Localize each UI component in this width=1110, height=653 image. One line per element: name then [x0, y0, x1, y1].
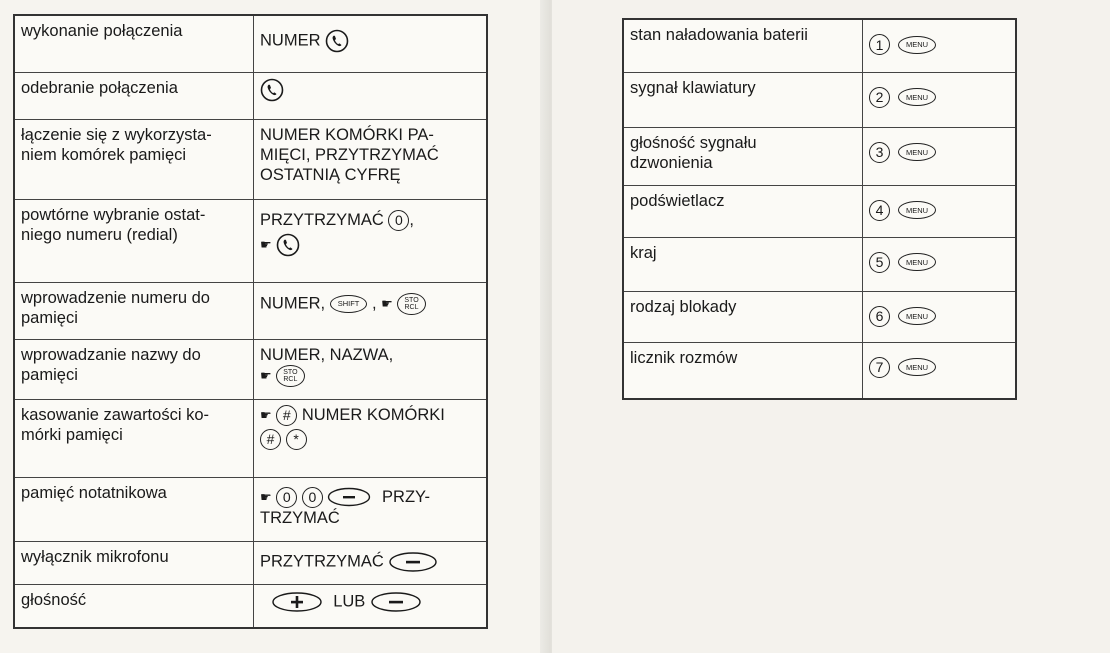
- row-value: [254, 15, 488, 72]
- menu-key-icon: MENU: [898, 36, 936, 54]
- table-row: [623, 72, 1016, 127]
- function-table: [13, 14, 488, 629]
- label-line: kasowanie zawartości ko-: [21, 405, 209, 424]
- value-text: NUMER,: [260, 293, 326, 312]
- row-label: [623, 19, 863, 72]
- label-text: stan naładowania baterii: [630, 26, 808, 44]
- row-value: NUMER, SHIFT , ☛ STO RCL: [254, 282, 488, 339]
- sto-label: STO: [283, 368, 298, 376]
- row-label: [14, 199, 254, 282]
- table-row: [14, 541, 487, 584]
- row-value: [863, 185, 1017, 237]
- row-value: [863, 127, 1017, 185]
- minus-key-icon: [370, 591, 422, 613]
- value-text: PRZYTRZYMAĆ: [260, 551, 384, 570]
- key-0-icon: 0: [276, 487, 297, 508]
- row-value: [863, 72, 1017, 127]
- row-value: [254, 119, 488, 199]
- value-line: TRZYMAĆ: [260, 508, 340, 527]
- table-row: [14, 339, 487, 399]
- table-row: [14, 282, 487, 339]
- label-line: pamięci: [21, 308, 78, 327]
- label-text: rodzaj blokady: [630, 297, 737, 316]
- menu-key-icon: MENU: [898, 88, 936, 106]
- menu-key-icon: MENU: [898, 358, 936, 376]
- number-1-icon: 1: [869, 34, 890, 55]
- menu-settings-table: [622, 18, 1017, 400]
- rcl-label: RCL: [404, 303, 419, 311]
- row-value: [863, 342, 1017, 399]
- row-value: PRZYTRZYMAĆ 0 , ☛: [254, 199, 488, 282]
- label-line: wprowadzanie nazwy do: [21, 345, 201, 364]
- row-label: [623, 291, 863, 342]
- pointing-hand-icon: ☛: [260, 236, 272, 252]
- row-label: [14, 399, 254, 477]
- label-line: pamięci: [21, 365, 78, 384]
- handset-icon: [325, 29, 349, 53]
- label-line: powtórne wybranie ostat-: [21, 205, 206, 224]
- value-line: NUMER KOMÓRKI PA-: [260, 125, 434, 144]
- row-label: [623, 185, 863, 237]
- label-line: wprowadzenie numeru do: [21, 288, 210, 307]
- value-line: OSTATNIĄ CYFRĘ: [260, 165, 401, 184]
- label-line: dzwonienia: [630, 153, 713, 172]
- row-value: [863, 237, 1017, 291]
- sto-label: STO: [404, 296, 419, 304]
- row-label: [14, 339, 254, 399]
- value-text: NUMER: [260, 31, 321, 50]
- number-7-icon: 7: [869, 357, 890, 378]
- label-text: pamięć notatnikowa: [21, 483, 167, 502]
- label-text: kraj: [630, 243, 657, 262]
- pointing-hand-icon: ☛: [260, 489, 272, 505]
- table-row: [623, 185, 1016, 237]
- label-text: wyłącznik mikrofonu: [21, 547, 169, 566]
- number-2-icon: 2: [869, 87, 890, 108]
- row-label: [623, 127, 863, 185]
- label-text: podświetlacz: [630, 191, 725, 210]
- table-row: [623, 342, 1016, 399]
- row-label: [14, 119, 254, 199]
- table-row: [14, 72, 487, 119]
- value-line: MIĘCI, PRZYTRZYMAĆ: [260, 145, 439, 164]
- sto-rcl-key-icon: [397, 293, 425, 315]
- minus-key-icon: [327, 487, 371, 507]
- key-0-icon: 0: [302, 487, 323, 508]
- hash-key-icon: #: [260, 429, 281, 450]
- value-text: PRZYTRZYMAĆ: [260, 210, 384, 229]
- table-row: [623, 19, 1016, 72]
- table-row: [14, 15, 487, 72]
- pointing-hand-icon: ☛: [260, 407, 272, 423]
- menu-key-icon: MENU: [898, 143, 936, 161]
- table-row: [14, 399, 487, 477]
- row-label: [14, 584, 254, 628]
- table-row: [623, 127, 1016, 185]
- table-row: [14, 584, 487, 628]
- row-label: [623, 237, 863, 291]
- number-5-icon: 5: [869, 252, 890, 273]
- row-label: [14, 15, 254, 72]
- row-value: [254, 541, 488, 584]
- row-value: [863, 19, 1017, 72]
- row-value: [254, 477, 488, 541]
- handset-icon: [276, 233, 300, 257]
- number-3-icon: 3: [869, 142, 890, 163]
- minus-key-icon: [388, 551, 438, 573]
- label-line: niem komórek pamięci: [21, 145, 187, 164]
- table-row: [14, 477, 487, 541]
- label-text: głośność: [21, 590, 87, 609]
- value-text: NUMER KOMÓRKI: [301, 405, 445, 424]
- handset-icon: [260, 78, 284, 102]
- label-line: mórki pamięci: [21, 425, 123, 444]
- label-text: odebranie połączenia: [21, 78, 178, 97]
- menu-key-icon: MENU: [898, 253, 936, 271]
- label-text: wykonanie połączenia: [21, 22, 183, 40]
- row-label: [623, 342, 863, 399]
- value-text: LUB: [333, 591, 366, 610]
- row-value: [863, 291, 1017, 342]
- number-4-icon: 4: [869, 200, 890, 221]
- number-6-icon: 6: [869, 306, 890, 327]
- menu-key-icon: MENU: [898, 201, 936, 219]
- menu-key-icon: MENU: [898, 307, 936, 325]
- label-line: niego numeru (redial): [21, 225, 178, 244]
- row-label: [14, 72, 254, 119]
- pointing-hand-icon: ☛: [381, 295, 393, 311]
- shift-key-icon: SHIFT: [330, 295, 368, 313]
- row-value: [254, 584, 488, 628]
- rcl-label: RCL: [283, 375, 298, 383]
- value-text: NUMER, NAZWA,: [260, 345, 394, 364]
- pointing-hand-icon: ☛: [260, 367, 272, 383]
- row-value: [254, 72, 488, 119]
- table-row: [14, 119, 487, 199]
- plus-key-icon: [271, 591, 323, 613]
- row-value: [254, 339, 488, 399]
- table-row: [623, 237, 1016, 291]
- table-row: [623, 291, 1016, 342]
- label-text: sygnał klawiatury: [630, 78, 756, 97]
- label-line: głośność sygnału: [630, 133, 757, 152]
- key-0-icon: 0: [388, 210, 409, 231]
- hash-key-icon: #: [276, 405, 297, 426]
- row-label: [623, 72, 863, 127]
- label-line: łączenie się z wykorzysta-: [21, 125, 212, 144]
- row-label: [14, 541, 254, 584]
- row-value: [254, 399, 488, 477]
- table-row: [14, 199, 487, 282]
- row-label: [14, 477, 254, 541]
- label-text: licznik rozmów: [630, 348, 738, 367]
- value-text: PRZY-: [382, 487, 431, 506]
- star-key-icon: *: [286, 429, 307, 450]
- row-label: [14, 282, 254, 339]
- sto-rcl-key-icon: [276, 365, 304, 387]
